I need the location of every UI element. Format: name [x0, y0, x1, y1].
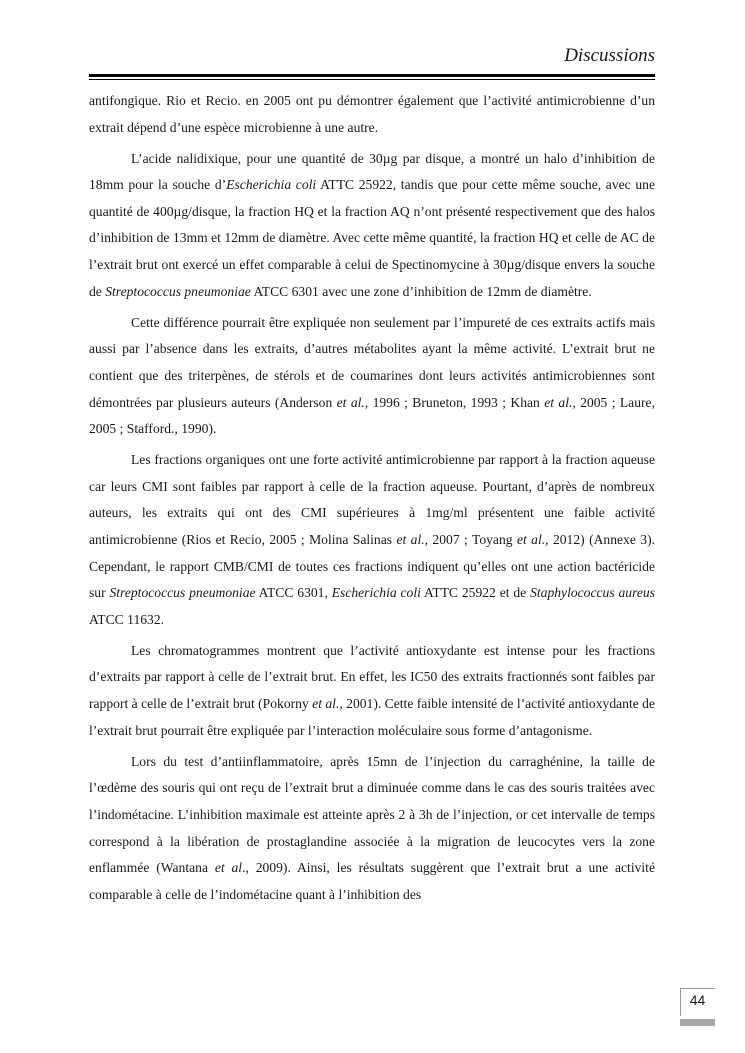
header-rule-thin: [89, 79, 655, 80]
text-run: 2001). Cette faible intensité de l’activité antioxydante de l’extrait brut pourrait être expliquée par l’interaction moléculaire sous forme d’antagonisme.: [89, 696, 655, 738]
text-run: 2005 ; Laure, 2005 ; Stafford., 1990).: [89, 394, 655, 437]
text-run: Cette différence pourrait être expliquée non seulement par l’impureté de ces extraits actifs mais aussi par l’absence dans les extraits, d’autres métabolites ayant la même activité. L’extrait brut ne contient que des triterpènes, de stérols et de coumarines dont leurs activités antimicrobiennes sont démontrées par plusieurs auteurs (Anderson: [89, 314, 655, 410]
text-run: ATCC 11632.: [89, 611, 165, 627]
italic-text: et al.,: [336, 394, 369, 410]
italic-text: et al.,: [312, 696, 343, 712]
text-run: Les chromatogrammes montrent que l’activité antioxydante est intense pour les fractions d’extraits par rapport à celle de l’extrait brut. En effet, les IC50 des extraits fractionnés sont faibles par rapport à celle de l’extrait brut (Pokorny: [89, 642, 655, 712]
page-number-bar: [680, 1019, 715, 1026]
paragraph: [89, 638, 655, 744]
text-run: L’acide nalidixique, pour une quantité de 30µg par disque, a montré un halo d’inhibition de 18mm pour la souche d’: [89, 150, 655, 193]
italic-text: et al.,: [544, 394, 576, 410]
text-run: ATTC 25922 et de: [420, 585, 531, 601]
italic-text: Staphylococcus aureus: [530, 585, 655, 601]
page-number: 44: [689, 992, 706, 1008]
italic-text: et al.,: [516, 532, 549, 547]
italic-text: Escherichia coli: [331, 585, 421, 601]
running-header-title: Discussions: [564, 45, 655, 66]
italic-text: et al: [214, 860, 243, 876]
header-rule-thick: [89, 74, 655, 77]
italic-text: Streptococcus pneumoniae: [105, 283, 251, 299]
text-run: Les fractions organiques ont une forte activité antimicrobienne par rapport à la fraction aqueuse car leurs CMI sont faibles par rapport à celle de la fraction aqueuse. Pourtant, d’après de nombreux auteurs, les extraits qui ont des CMI supérieures à 1mg/ml présentent une faible activité antimicrobienne (Rios et Recio, 2005 ; Molina Salinas: [89, 452, 655, 547]
text-run: Lors du test d’antiinflammatoire, après 15mn de l’injection du carraghénine, la taille de l’œdème des souris qui ont reçu de l’extrait brut a diminuée comme dans le cas des souris traitées avec l’indométacine. L’inhibition maximale est atteinte après 2 à 3h de l’injection, or cet intervalle de temps correspond à la libération de prostaglandine associée à la migration de leucocytes vers la zone enflammée (Wantana: [89, 753, 655, 876]
paragraph: [89, 88, 655, 141]
paragraph: [89, 447, 655, 633]
text-run: 2012) (Annexe 3). Cependant, le rapport CMB/CMI de toutes ces fractions indiquent qu’elles ont une action bactéricide sur: [89, 532, 655, 601]
text-run: ATCC 6301 avec une zone d’inhibition de 12mm de diamètre.: [250, 283, 592, 299]
text-run: 1996 ; Bruneton, 1993 ; Khan: [368, 394, 545, 410]
text-run: ., 2009). Ainsi, les résultats suggèrent que l’extrait brut a une activité comparable à celle de l’indométacine quant à l’inhibition des: [89, 860, 655, 902]
paragraph: [89, 749, 655, 909]
italic-text: Escherichia coli: [226, 177, 317, 193]
italic-text: Streptococcus pneumoniae: [109, 585, 256, 601]
text-run: ATTC 25922, tandis que pour cette même souche, avec une quantité de 400µg/disque, la fraction HQ et la fraction AQ n’ont présenté respectivement que des halos d’inhibition de 13mm et 12mm de diamètre. Avec cette même quantité, la fraction HQ et celle de AC de l’extrait brut ont exercé un effet comparable à celui de Spectinomycine à 30µg/disque envers la souche de: [89, 177, 655, 299]
paragraph: [89, 146, 655, 306]
body-text: [89, 88, 655, 913]
text-run: antifongique. Rio et Recio. en 2005 ont pu démontrer également que l’activité antimicrobienne d’un extrait dépend d’une espèce microbienne à une autre.: [89, 93, 655, 135]
text-run: 2007 ; Toyang: [428, 532, 517, 547]
italic-text: et al.,: [396, 532, 429, 547]
paragraph: [89, 310, 655, 443]
text-run: ATCC 6301,: [255, 585, 332, 601]
